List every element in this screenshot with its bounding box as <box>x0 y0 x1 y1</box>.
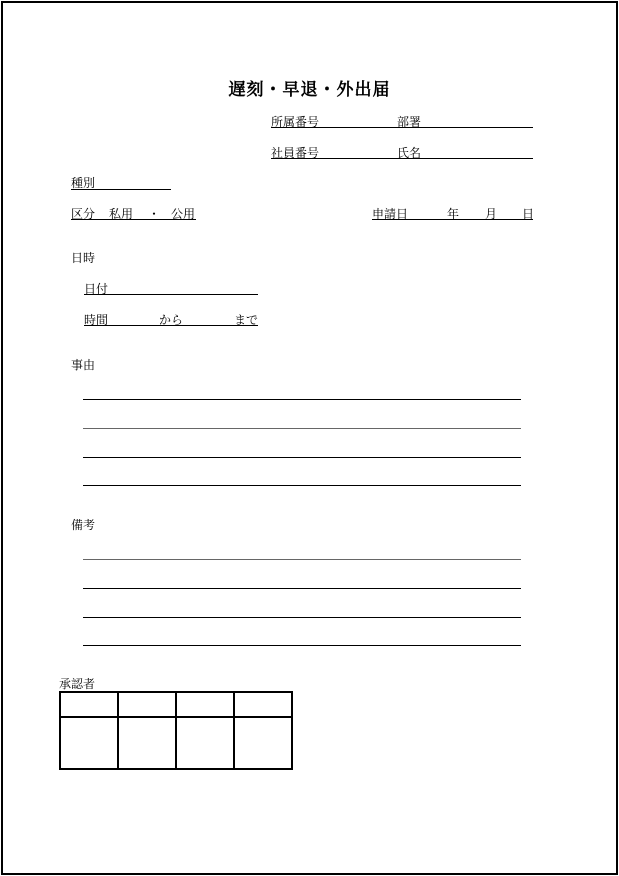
application-date-month: 月 <box>485 207 498 221</box>
category-separator: ・ <box>148 207 161 221</box>
employee-underline <box>271 158 533 159</box>
approver-title-cell-1 <box>60 692 118 717</box>
affiliation-underline <box>271 127 533 128</box>
department-label: 部署 <box>397 115 422 129</box>
category-underline <box>71 219 196 220</box>
approver-title-cell-4 <box>234 692 292 717</box>
reason-line-1 <box>83 399 521 400</box>
approver-title-cell-2 <box>118 692 176 717</box>
date-underline <box>84 294 258 295</box>
category-public: 公用 <box>171 207 196 221</box>
approver-stamp-cell-3 <box>176 717 234 769</box>
approval-stamp-row <box>60 717 292 769</box>
type-underline <box>71 189 171 190</box>
remarks-heading: 備考 <box>71 518 96 532</box>
application-date-day: 日 <box>522 207 535 221</box>
date-label: 日付 <box>84 282 109 296</box>
application-date-underline <box>372 219 533 220</box>
remarks-line-4 <box>83 645 521 646</box>
approver-stamp-cell-4 <box>234 717 292 769</box>
approver-stamp-cell-2 <box>118 717 176 769</box>
application-date-label: 申請日 <box>372 207 409 221</box>
approvers-label: 承認者 <box>59 677 96 691</box>
approval-stamp-table <box>59 691 293 770</box>
affiliation-number-label: 所属番号 <box>271 115 320 129</box>
category-label: 区分 <box>71 207 96 221</box>
reason-line-3 <box>83 457 521 458</box>
remarks-line-3 <box>83 617 521 618</box>
remarks-line-2 <box>83 588 521 589</box>
type-label: 種別 <box>71 176 96 190</box>
form-title: 遅刻・早退・外出届 <box>228 80 391 100</box>
approver-title-cell-3 <box>176 692 234 717</box>
time-from-label: から <box>159 313 184 327</box>
employee-name-label: 氏名 <box>397 146 422 160</box>
datetime-heading: 日時 <box>71 251 96 265</box>
time-label: 時間 <box>84 313 109 327</box>
remarks-line-1 <box>83 559 521 560</box>
reason-line-4 <box>83 485 521 486</box>
reason-heading: 事由 <box>71 358 96 372</box>
reason-line-2 <box>83 428 521 429</box>
category-private: 私用 <box>109 207 134 221</box>
application-date-year: 年 <box>447 207 460 221</box>
approver-stamp-cell-1 <box>60 717 118 769</box>
employee-number-label: 社員番号 <box>271 146 320 160</box>
time-underline <box>84 325 258 326</box>
approval-header-row <box>60 692 292 717</box>
time-until-label: まで <box>234 313 259 327</box>
